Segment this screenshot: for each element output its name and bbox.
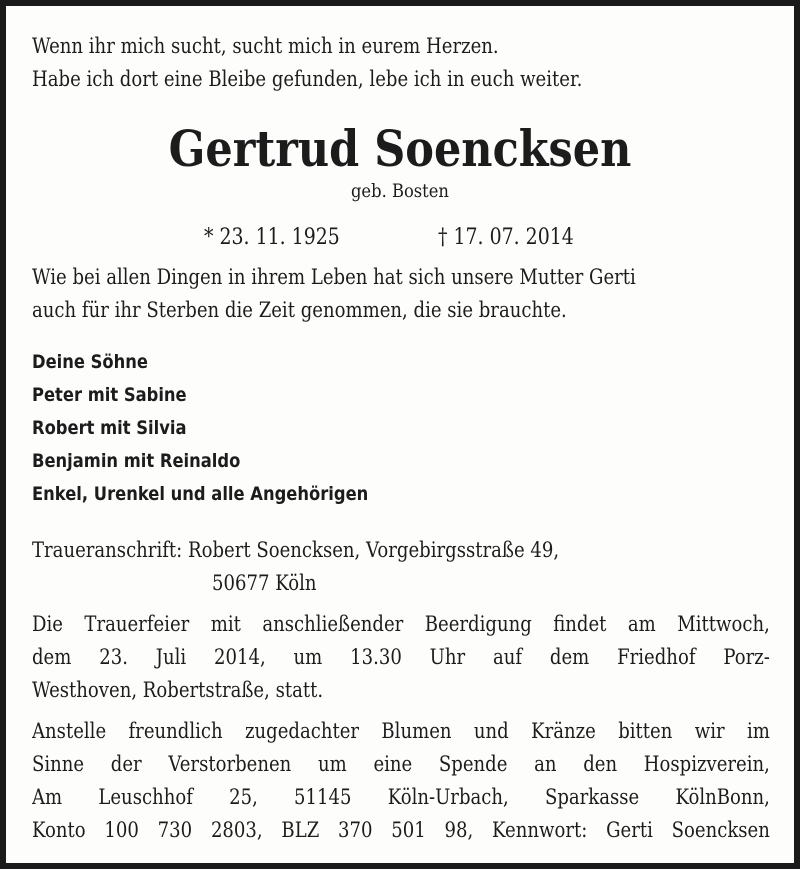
tribute-line-1: Wie bei allen Dingen in ihrem Leben hat sich unsere Mutter Gerti [32,265,636,289]
family-member: Enkel, Urenkel und alle Angehörigen [32,483,369,505]
ceremony-line-2: dem 23. Juli 2014, um 13.30 Uhr auf dem Friedhof Porz- [32,645,770,669]
address-line-1: Traueranschrift: Robert Soencksen, Vorgebirgsstraße 49, [32,538,560,562]
ceremony-line-3: Westhoven, Robertstraße, statt. [32,678,324,702]
donation-line-4: Konto 100 730 2803, BLZ 370 501 98, Kennwort: Gerti Soencksen [32,818,770,842]
address-line-2: 50677 Köln [212,571,317,595]
donation-line-3: Am Leuschhof 25, 51145 Köln-Urbach, Sparkasse KölnBonn, [32,785,770,809]
family-member: Benjamin mit Reinaldo [32,450,241,472]
birth-date: * 23. 11. 1925 [204,225,340,250]
donation-line-1: Anstelle freundlich zugedachter Blumen und Kränze bitten wir im [32,719,770,743]
birth-name: geb. Bosten [351,180,449,202]
family-member: Robert mit Silvia [32,417,187,439]
donation-line-2: Sinne der Verstorbenen um eine Spende an den Hospizverein, [32,752,770,776]
death-date: † 17. 07. 2014 [438,225,574,250]
deceased-name: Gertrud Soencksen [168,119,632,178]
family-member: Peter mit Sabine [32,384,187,406]
ceremony-line-1: Die Trauerfeier mit anschließender Beerdigung findet am Mittwoch, [32,612,770,636]
motto-line-2: Habe ich dort eine Bleibe gefunden, lebe ich in euch weiter. [32,67,583,91]
family-member: Deine Söhne [32,351,148,373]
tribute-line-2: auch für ihr Sterben die Zeit genommen, die sie brauchte. [32,298,567,322]
motto-line-1: Wenn ihr mich sucht, sucht mich in eurem Herzen. [32,34,499,58]
